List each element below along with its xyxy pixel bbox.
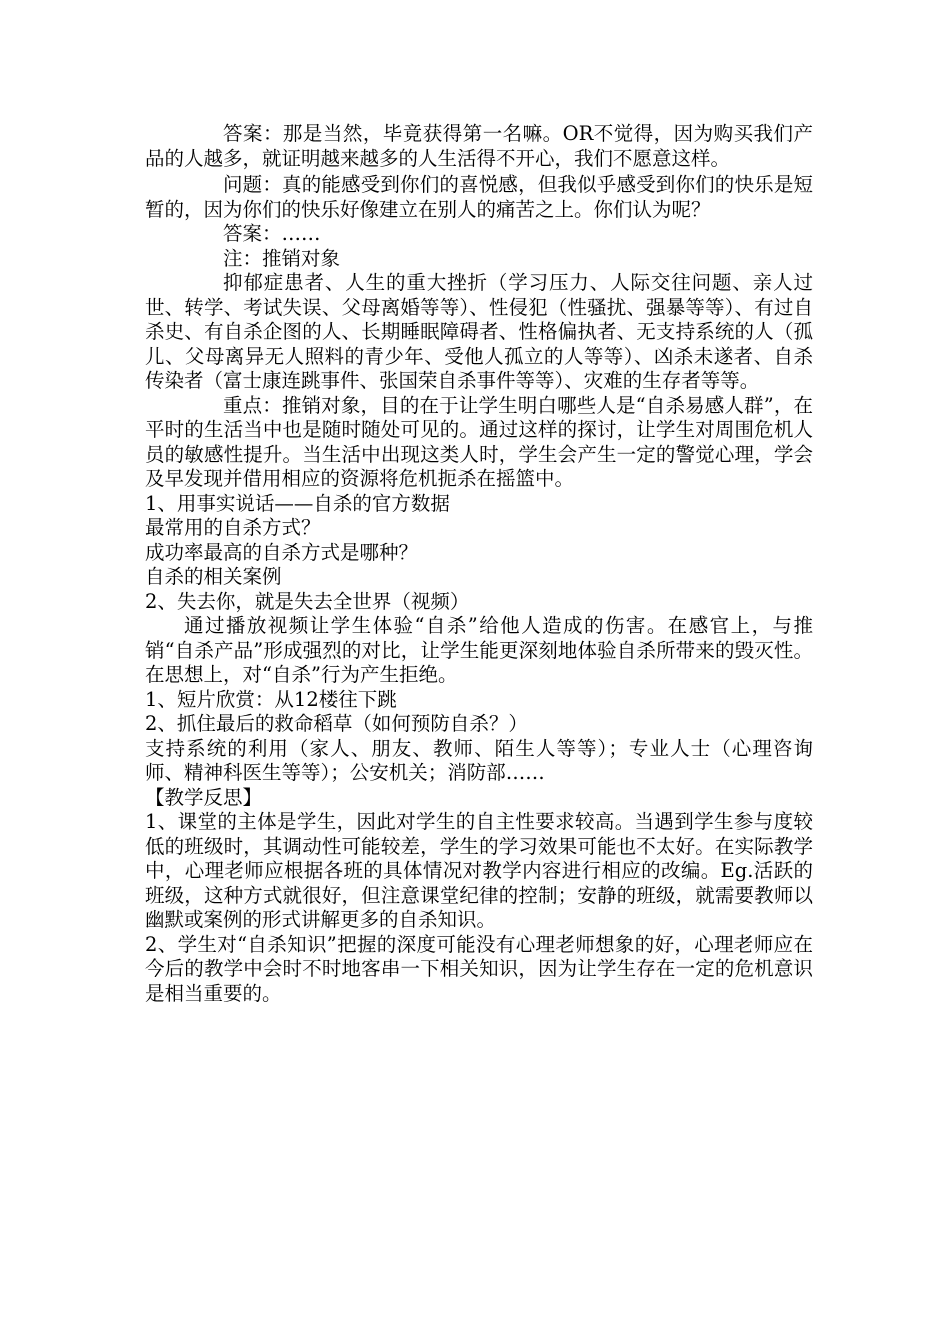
paragraph-reflection-2: 2、学生对“自杀知识”把握的深度可能没有心理老师想象的好，心理老师应在今后的教学中会时不时地客串一下相关知识，因为让学生存在一定的危机意识是相当重要的。 (145, 932, 813, 1005)
paragraph-note-heading: 注：推销对象 (223, 246, 341, 270)
paragraph-key-point: 重点：推销对象，目的在于让学生明白哪些人是“自杀易感人群”，在平时的生活当中也是随时随处可见的。通过这样的探讨，让学生对周围危机人员的敏感性提升。当生活中出现这类人时，学生会产生一定的警觉心理，学会及早发现并借用相应的资源将危机扼杀在摇篮中。 (145, 393, 813, 490)
paragraph-support-system: 支持系统的利用（家人、朋友、教师、陌生人等等）；专业人士（心理咨询师、精神科医生等等）；公安机关；消防部…… (145, 736, 813, 784)
paragraph-answer-1: 答案：那是当然，毕竟获得第一名嘛。OR不觉得，因为购买我们产品的人越多，就证明越来越多的人生活得不开心，我们不愿意这样。 (145, 122, 813, 170)
paragraph-reflection-1: 1、课堂的主体是学生，因此对学生的自主性要求较高。当遇到学生参与度较低的班级时，其调动性可能较差，学生的学习效果可能也不太好。在实际教学中，心理老师应根据各班的具体情况对教学内容进行相应的改编。Eg.活跃的班级，这种方式就很好，但注意课堂纪律的控制；安静的班级，就需要教师以幽默或案例的形式讲解更多的自杀知识。 (145, 810, 813, 931)
list-item-prevention: 2、抓住最后的救命稻草（如何预防自杀？） (145, 712, 528, 735)
list-item-related-cases: 自杀的相关案例 (145, 565, 282, 588)
section-facts-heading: 1、用事实说话——自杀的官方数据 (145, 491, 450, 515)
paragraph-video-description: 通过播放视频让学生体验“自杀”给他人造成的伤害。在感官上，与推销“自杀产品”形成强烈的对比，让学生能更深刻地体验自杀所带来的毁灭性。在思想上，对“自杀”行为产生拒绝。 (145, 614, 813, 686)
list-item-success-rate: 成功率最高的自杀方式是哪种？ (145, 540, 419, 564)
section-video-heading: 2、失去你，就是失去全世界（视频） (145, 589, 470, 613)
list-item-common-methods: 最常用的自杀方式？ (145, 516, 321, 539)
paragraph-target-list: 抑郁症患者、人生的重大挫折（学习压力、人际交往问题、亲人过世、转学、考试失误、父母离婚等等）、性侵犯（性骚扰、强暴等等）、有过自杀史、有自杀企图的人、长期睡眠障碍者、性格偏执者、无支持系统的人（孤儿、父母离异无人照料的青少年、受他人孤立的人等等）、凶杀未遂者、自杀传染者（富士康连跳事件、张国荣自杀事件等等）、灾难的生存者等等。 (145, 271, 813, 392)
paragraph-question: 问题：真的能感受到你们的喜悦感，但我似乎感受到你们的快乐是短暂的，因为你们的快乐好像建立在别人的痛苦之上。你们认为呢？ (145, 173, 813, 221)
paragraph-answer-2: 答案：…… (223, 222, 321, 245)
document-page (145, 122, 813, 1006)
section-reflection-heading: 【教学反思】 (145, 785, 263, 809)
list-item-short-film: 1、短片欣赏：从12楼往下跳 (145, 687, 397, 711)
